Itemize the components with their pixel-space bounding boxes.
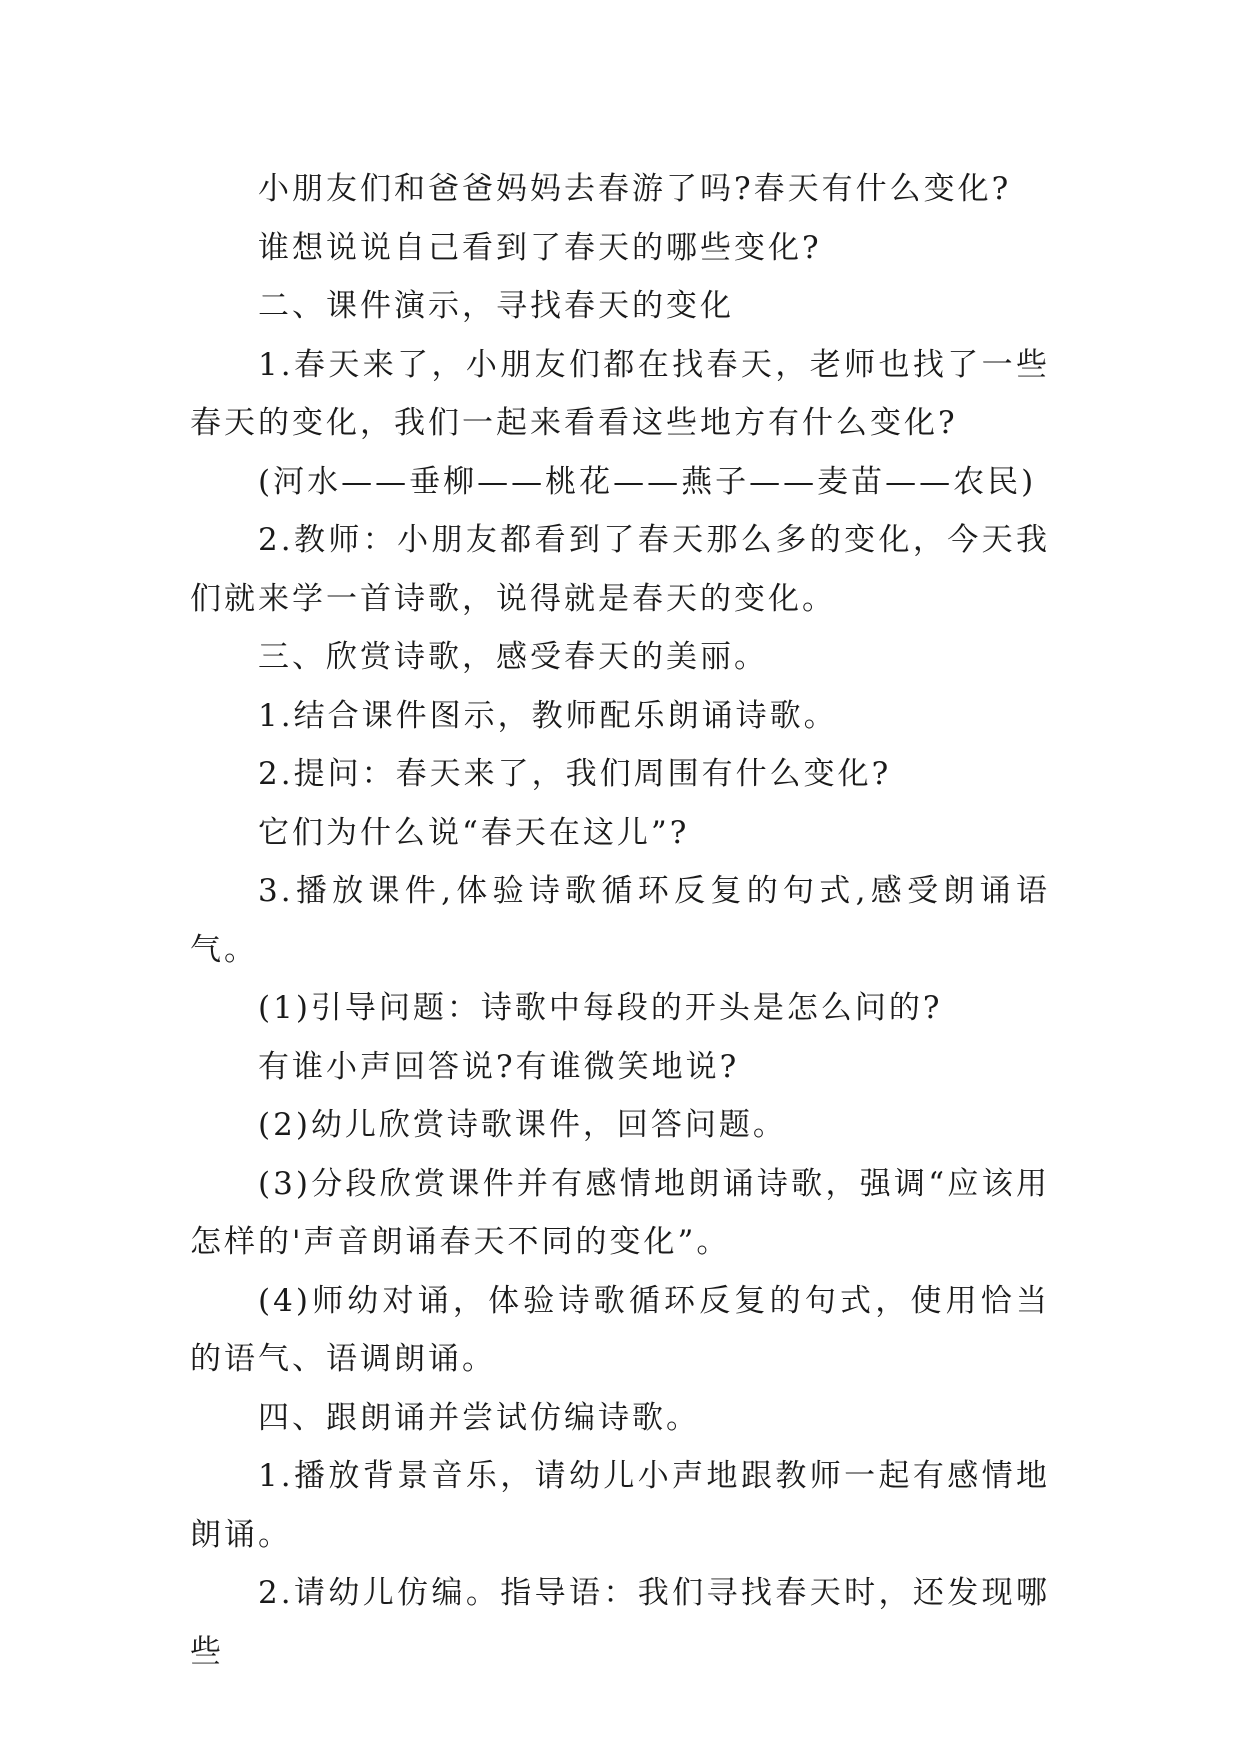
paragraph-5: 2.教师：小朋友都看到了春天那么多的变化，今天我们就来学一首诗歌，说得就是春天的变化。 [190,522,1050,617]
paragraph-1: 小朋友们和爸爸妈妈去春游了吗?春天有什么变化? [258,171,1012,207]
paragraph-4: (河水——垂柳——桃花——燕子——麦苗——农民) [258,463,1037,500]
paragraph-6: 1.结合课件图示，教师配乐朗诵诗歌。 [258,697,838,734]
paragraph-7: 2.提问：春天来了，我们周围有什么变化? [258,756,892,792]
paragraph-8: 它们为什么说“春天在这儿”? [258,814,690,851]
section-heading-2: 二、课件演示，寻找春天的变化 [258,288,734,324]
document-page [190,160,1050,1681]
paragraph-10: (1)引导问题：诗歌中每段的开头是怎么问的? [258,990,943,1026]
paragraph-16: 2.请幼儿仿编。指导语：我们寻找春天时，还发现哪些 [190,1575,1050,1670]
paragraph-13: (3)分段欣赏课件并有感情地朗诵诗歌，强调“应该用怎样的'声音朗诵春天不同的变化”。 [190,1165,1050,1260]
paragraph-9: 3.播放课件,体验诗歌循环反复的句式,感受朗诵语气。 [190,873,1050,968]
paragraph-11: 有谁小声回答说?有谁微笑地说? [258,1048,740,1085]
paragraph-14: (4)师幼对诵，体验诗歌循环反复的句式，使用恰当的语气、语调朗诵。 [190,1282,1050,1377]
section-heading-3: 三、欣赏诗歌，感受春天的美丽。 [258,639,768,675]
section-heading-4: 四、跟朗诵并尝试仿编诗歌。 [258,1399,700,1436]
paragraph-3: 1.春天来了，小朋友们都在找春天，老师也找了一些春天的变化，我们一起来看看这些地方有什么变化? [190,346,1050,441]
paragraph-2: 谁想说说自己看到了春天的哪些变化? [258,229,822,266]
paragraph-15: 1.播放背景音乐，请幼儿小声地跟教师一起有感情地朗诵。 [190,1458,1050,1553]
paragraph-12: (2)幼儿欣赏诗歌课件，回答问题。 [258,1107,787,1143]
